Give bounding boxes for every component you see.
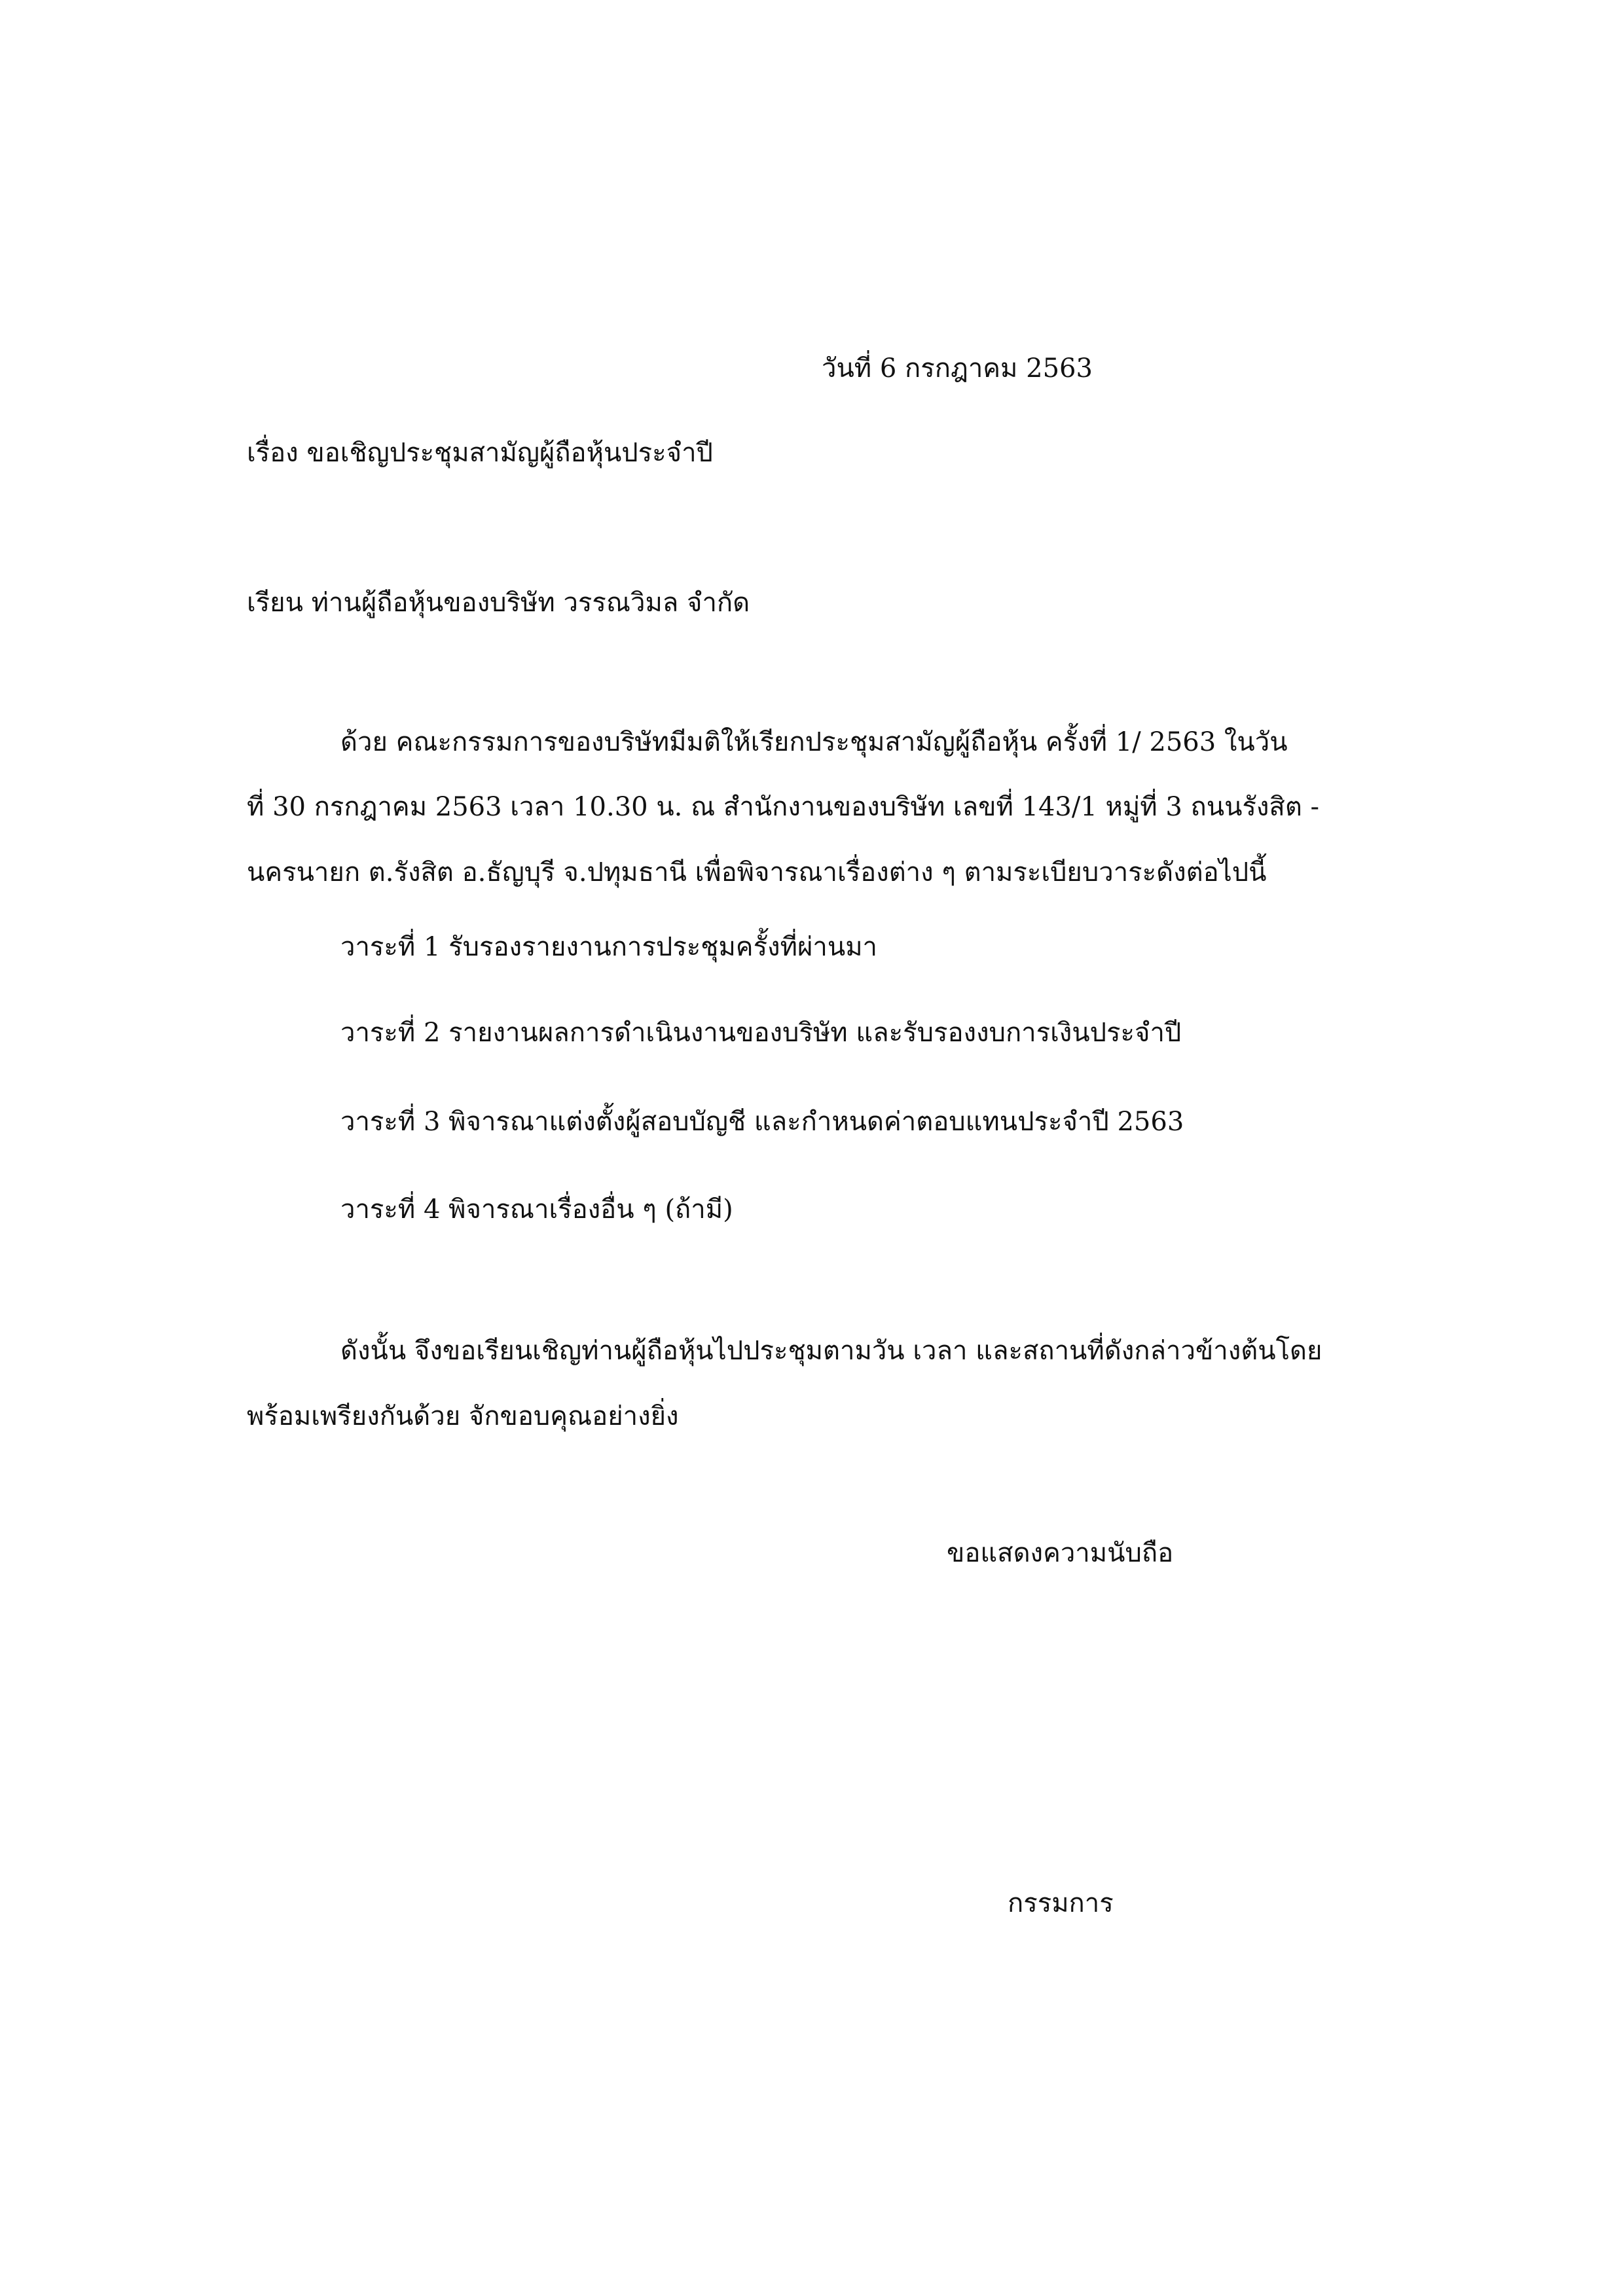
body-paragraph-1-line-1: ด้วย คณะกรรมการของบริษัทมีมติให้เรียกประชุมสามัญผู้ถือหุ้น ครั้งที่ 1/ 2563 ในวัน <box>340 727 1288 757</box>
agenda-item-2: วาระที่ 2 รายงานผลการดำเนินงานของบริษัท และรับรองงบการเงินประจำปี <box>340 1018 1182 1048</box>
body-paragraph-2-line-1: ดังนั้น จึงขอเรียนเชิญท่านผู้ถือหุ้นไปประชุมตามวัน เวลา และสถานที่ดังกล่าวข้างต้นโดย <box>340 1336 1322 1366</box>
agenda-item-1: วาระที่ 1 รับรองรายงานการประชุมครั้งที่ผ่านมา <box>340 932 878 962</box>
agenda-item-4: วาระที่ 4 พิจารณาเรื่องอื่น ๆ (ถ้ามี) <box>340 1194 733 1225</box>
letter-subject: เรื่อง ขอเชิญประชุมสามัญผู้ถือหุ้นประจำปี <box>247 438 713 468</box>
agenda-item-3: วาระที่ 3 พิจารณาแต่งตั้งผู้สอบบัญชี และกำหนดค่าตอบแทนประจำปี 2563 <box>340 1107 1184 1137</box>
body-paragraph-1-line-3: นครนายก ต.รังสิต อ.ธัญบุรี จ.ปทุมธานี เพื่อพิจารณาเรื่องต่าง ๆ ตามระเบียบวาระดังต่อไปนี้ <box>247 857 1267 888</box>
letter-date: วันที่ 6 กรกฎาคม 2563 <box>822 353 1093 384</box>
letter-closing: ขอแสดงความนับถือ <box>947 1538 1174 1568</box>
body-paragraph-1-line-2: ที่ 30 กรกฎาคม 2563 เวลา 10.30 น. ณ สำนักงานของบริษัท เลขที่ 143/1 หมู่ที่ 3 ถนนรังสิต - <box>247 792 1320 822</box>
letter-salutation: เรียน ท่านผู้ถือหุ้นของบริษัท วรรณวิมล จำกัด <box>247 588 750 618</box>
signer-title: กรรมการ <box>1008 1888 1114 1918</box>
body-paragraph-2-line-2: พร้อมเพรียงกันด้วย จักขอบคุณอย่างยิ่ง <box>247 1401 679 1431</box>
